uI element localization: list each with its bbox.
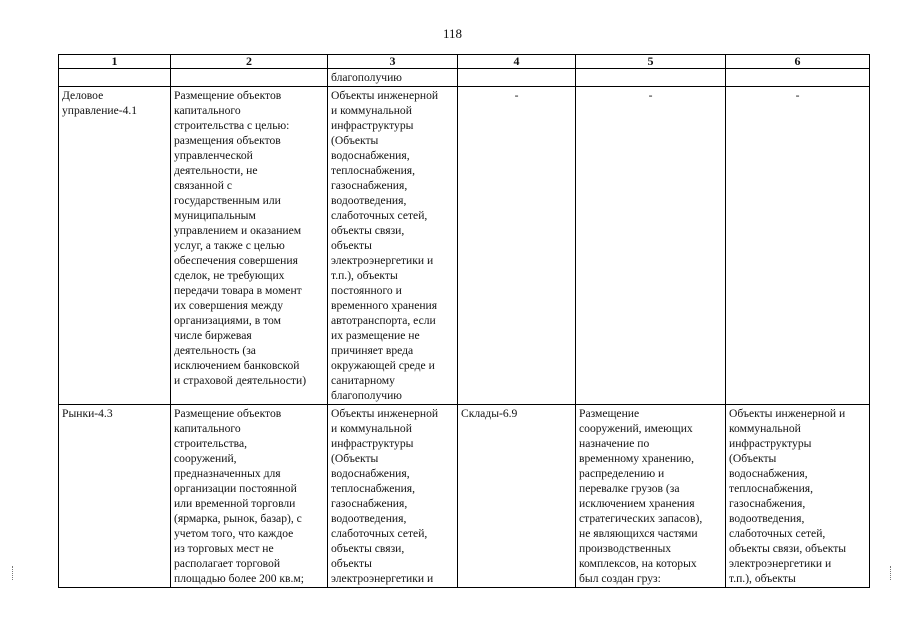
table-cell: благополучию xyxy=(328,69,458,87)
scan-edge-mark xyxy=(12,566,15,580)
page-number: 118 xyxy=(442,26,463,41)
table-cell: - xyxy=(576,87,726,405)
table-cell xyxy=(726,69,870,87)
table-cell: Деловое управление-4.1 xyxy=(59,87,171,405)
table-cell xyxy=(458,69,576,87)
zoning-table xyxy=(58,54,870,588)
column-header: 4 xyxy=(458,55,576,69)
table-cell: Объекты инженерной и коммунальной инфраструктуры (Объекты водоснабжения, теплоснабжения, газоснабжения, водоотведения, слаботочных сетей, объекты связи, объекты электроэнергетики и т.п.), объекты xyxy=(726,405,870,588)
column-header: 2 xyxy=(171,55,328,69)
table-row xyxy=(59,87,870,405)
scan-edge-mark xyxy=(890,566,893,580)
table-cell: Объекты инженерной и коммунальной инфраструктуры (Объекты водоснабжения, теплоснабжения, газоснабжения, водоотведения, слаботочных сетей, объекты связи, объекты электроэнергетики и т.п.), объекты постоянного и временного хранения автотранспорта, если их размещение не причиняет вреда окружающей среде и санитарному благополучию xyxy=(328,87,458,405)
table-cell: Объекты инженерной и коммунальной инфраструктуры (Объекты водоснабжения, теплоснабжения, газоснабжения, водоотведения, слаботочных сетей, объекты связи, объекты электроэнергетики и xyxy=(328,405,458,588)
table-cell xyxy=(171,69,328,87)
table-cell: Склады-6.9 xyxy=(458,405,576,588)
column-header: 1 xyxy=(59,55,171,69)
column-header: 6 xyxy=(726,55,870,69)
table-header-row xyxy=(59,55,870,69)
table-cell xyxy=(59,69,171,87)
table-cell: Рынки-4.3 xyxy=(59,405,171,588)
table-cell: - xyxy=(726,87,870,405)
table-row xyxy=(59,405,870,588)
table-cell xyxy=(576,69,726,87)
table-cell: - xyxy=(458,87,576,405)
table-row xyxy=(59,69,870,87)
column-header: 5 xyxy=(576,55,726,69)
table-cell: Размещение объектов капитального строительства с целью: размещения объектов управленческой деятельности, не связанной с государственным или муниципальным управлением и оказанием услуг, а также с целью обеспечения совершения сделок, не требующих передачи товара в момент их совершения между организациями, в том числе биржевая деятельность (за исключением банковской и страховой деятельности) xyxy=(171,87,328,405)
table-cell: Размещение объектов капитального строительства, сооружений, предназначенных для организации постоянной или временной торговли (ярмарка, рынок, базар), с учетом того, что каждое из торговых мест не располагает торговой площадью более 200 кв.м; xyxy=(171,405,328,588)
column-header: 3 xyxy=(328,55,458,69)
table-cell: Размещение сооружений, имеющих назначение по временному хранению, распределению и перевалке грузов (за исключением хранения стратегических запасов), не являющихся частями производственных комплексов, на которых был создан груз: xyxy=(576,405,726,588)
